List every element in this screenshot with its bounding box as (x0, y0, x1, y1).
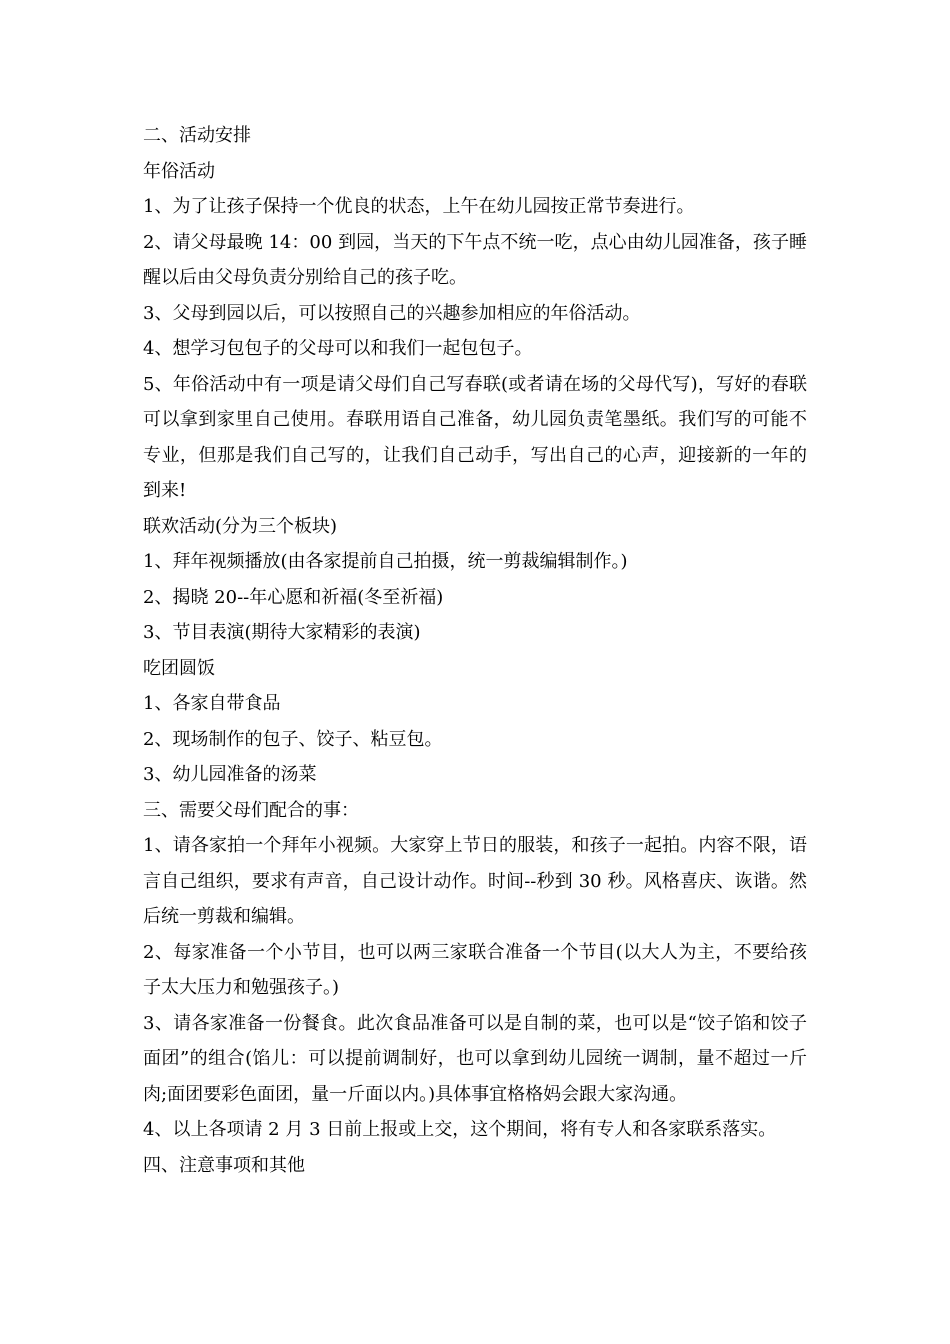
paragraph-item: 2、现场制作的包子、饺子、粘豆包。 (143, 728, 443, 750)
section-heading-activity-arrangement: 二、活动安排 (143, 125, 251, 146)
paragraph-item: 3、请各家准备一份餐食。此次食品准备可以是自制的菜，也可以是“饺子馅和饺子面团”的组合(馅儿：可以提前调制好，也可以拿到幼儿园统一调制，量不超过一斤肉;面团要彩色面团，量一斤面以内。)具体事宜格格妈会跟大家沟通。 (143, 1012, 807, 1105)
paragraph-item: 3、幼儿园准备的汤菜 (143, 764, 317, 785)
subheading-reunion-dinner: 吃团圆饭 (143, 657, 215, 679)
paragraph-item: 4、想学习包包子的父母可以和我们一起包包子。 (143, 338, 533, 359)
paragraph-item: 2、请父母最晚 14：00 到园，当天的下午点不统一吃，点心由幼儿园准备，孩子睡醒以后由父母负责分别给自己的孩子吃。 (143, 231, 807, 288)
subheading-party-activities: 联欢活动(分为三个板块) (143, 515, 338, 537)
paragraph-item: 3、父母到园以后，可以按照自己的兴趣参加相应的年俗活动。 (143, 302, 641, 324)
paragraph-item: 1、为了让孩子保持一个优良的状态，上午在幼儿园按正常节奏进行。 (143, 196, 695, 217)
paragraph-item: 5、年俗活动中有一项是请父母们自己写春联(或者请在场的父母代写)，写好的春联可以拿到家里自己使用。春联用语自己准备，幼儿园负责笔墨纸。我们写的可能不专业，但那是我们自己写的，让我们自己动手，写出自己的心声，迎接新的一年的到来! (143, 373, 807, 501)
paragraph-item: 1、请各家拍一个拜年小视频。大家穿上节日的服装，和孩子一起拍。内容不限，语言自己组织，要求有声音，自己设计动作。时间--秒到 30 秒。风格喜庆、诙谐。然后统一剪裁和编辑。 (143, 835, 807, 927)
paragraph-item: 1、各家自带食品 (143, 693, 281, 714)
paragraph-item: 2、揭晓 20--年心愿和祈福(冬至祈福) (143, 586, 444, 608)
subheading-new-year-customs: 年俗活动 (143, 160, 215, 182)
paragraph-item: 4、以上各项请 2 月 3 日前上报或上交，这个期间，将有专人和各家联系落实。 (143, 1119, 777, 1140)
section-heading-notes: 四、注意事项和其他 (143, 1154, 305, 1176)
paragraph-item: 1、拜年视频播放(由各家提前自己拍摄，统一剪裁编辑制作。) (143, 551, 628, 572)
paragraph-item: 2、每家准备一个小节目，也可以两三家联合准备一个节目(以大人为主，不要给孩子太大压力和勉强孩子。) (143, 941, 807, 998)
paragraph-item: 3、节目表演(期待大家精彩的表演) (143, 622, 421, 643)
document-body (143, 118, 807, 1183)
section-heading-parent-cooperation: 三、需要父母们配合的事： (143, 799, 359, 821)
